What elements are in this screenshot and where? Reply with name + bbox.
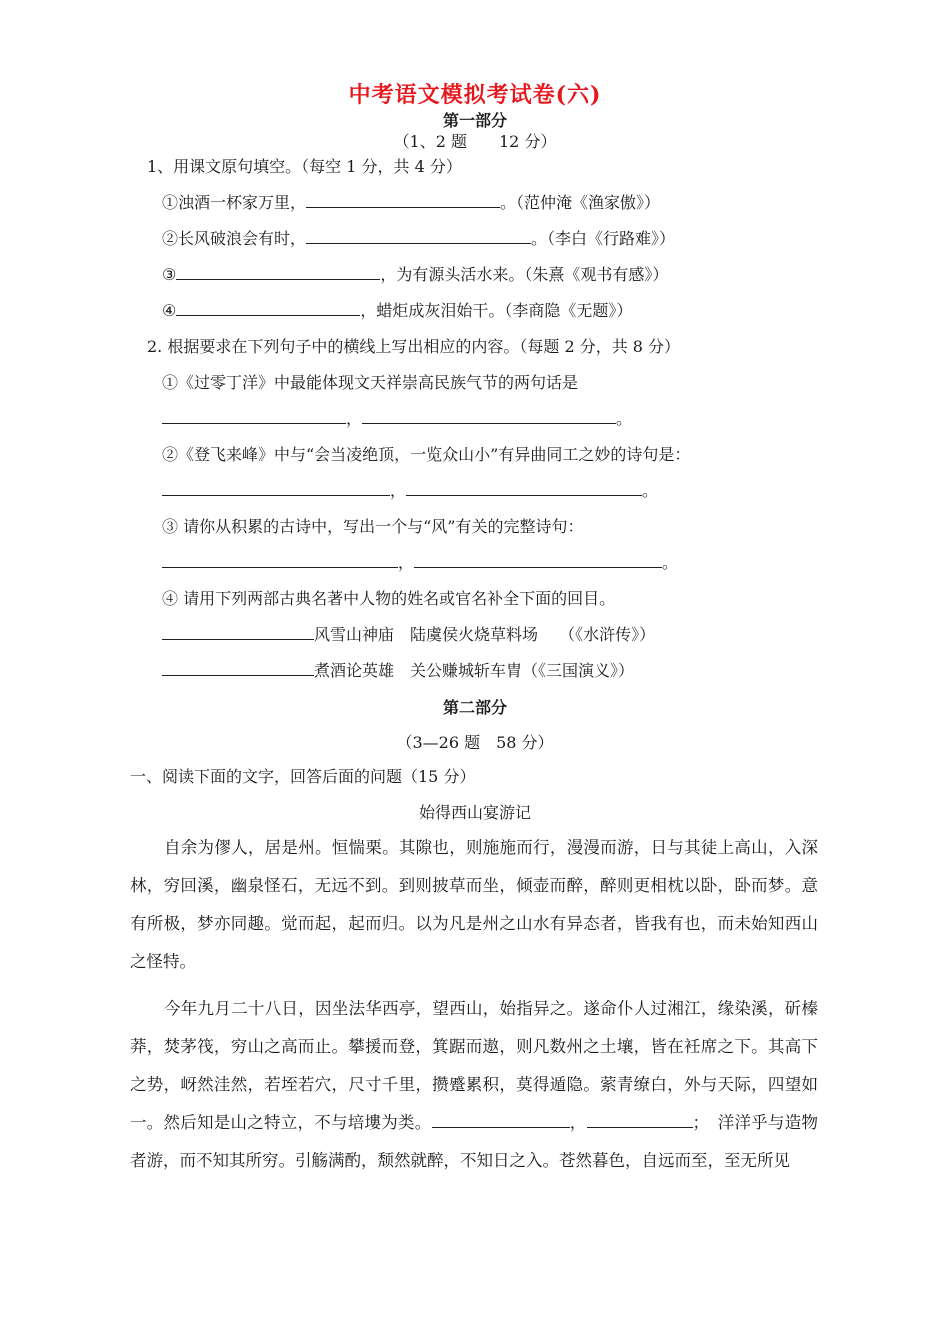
q1-item-4-text: ④ (162, 301, 177, 320)
q2-item-2-blank-b[interactable] (406, 480, 642, 496)
q1-item-3-text: ③ (162, 265, 177, 284)
essay-paragraph-2 (130, 990, 818, 1180)
q1-item-1 (162, 192, 660, 214)
q2-item-2-blank-a[interactable] (162, 480, 390, 496)
q1-item-1-text: ①浊酒一杯家万里， (162, 193, 307, 212)
q2-prompt: 2. 根据要求在下列句子中的横线上写出相应的内容。（每题 2 分，共 8 分） (147, 337, 681, 356)
essay-paragraph-2-comma: ， (569, 1113, 587, 1132)
q1-item-4-source: ，蜡炬成灰泪始干。（李商隐《无题》） (360, 301, 633, 320)
part2-heading: 第二部分 (442, 698, 507, 717)
q1-item-2-blank[interactable] (306, 228, 531, 244)
q1-item-4-blank[interactable] (176, 300, 360, 316)
q2-item-1: ①《过零丁洋》中最能体现文天祥崇高民族气节的两句话是 (162, 373, 579, 392)
essay-title: 始得西山宴游记 (418, 803, 531, 822)
essay-paragraph-1: 自余为僇人，居是州。恒惴栗。其隙也，则施施而行，漫漫而游，日与其徒上高山，入深林，穷回溪，幽泉怪石，无远不到。到则披草而坐，倾壶而醉，醉则更相枕以卧，卧而梦。意有所极，梦亦同趣。觉而起，起而归。以为凡是州之山水有异态者，皆我有也，而未始知西山之怪特。 (130, 838, 818, 971)
q2-hui-2-blank[interactable] (162, 660, 314, 676)
exam-title: 中考语文模拟考试卷(六) (348, 82, 602, 108)
q1-item-3 (162, 264, 668, 286)
q1-item-2-text: ②长风破浪会有时， (162, 229, 307, 248)
q2-hui-2-text: 煮酒论英雄 关公赚城斩车胄（《三国演义》） (314, 661, 635, 680)
comma: ， (398, 553, 415, 572)
q1-item-1-blank[interactable] (306, 192, 500, 208)
comma: ， (346, 409, 363, 428)
q2-item-1-answer (162, 408, 632, 430)
q2-item-2-answer (162, 480, 658, 502)
part2-subheading: （3—26 题 58 分） (396, 733, 554, 752)
part1-heading: 第一部分 (442, 111, 507, 130)
period: 。 (662, 553, 679, 572)
q2-item-3: ③ 请你从积累的古诗中，写出一个与“风”有关的完整诗句： (162, 517, 584, 536)
part1-subheading: （1、2 题 12 分） (393, 132, 557, 151)
q2-item-2: ②《登飞来峰》中与“会当凌绝顶，一览众山小”有异曲同工之妙的诗句是： (162, 445, 691, 464)
period: 。 (642, 481, 659, 500)
essay-blank-1[interactable] (432, 1112, 570, 1128)
q1-item-2-source: 。（李白《行路难》） (531, 229, 676, 248)
period: 。 (616, 409, 633, 428)
essay-paragraph-2-text-c: ； 洋洋乎与造物者游，而不知其所穷。引觞满酌，颓然就醉，不知日之入。苍然暮色，自远而至，至无所见 (130, 1113, 818, 1170)
q1-item-4 (162, 300, 632, 322)
q1-item-3-blank[interactable] (176, 264, 380, 280)
q2-hui-1-text: 风雪山神庙 陆虞侯火烧草料场 （《水浒传》） (314, 625, 656, 644)
essay-paragraph-2-text-a: 今年九月二十八日，因坐法华西亭，望西山，始指异之。遂命仆人过湘江，缘染溪，斫榛莽，焚茅筏，穷山之高而止。攀援而登，箕踞而遨，则凡数州之土壤，皆在衽席之下。其高下之势，岈然洼然，若垤若穴，尺寸千里，攒蹙累积，莫得遁隐。萦青缭白，外与天际，四望如一。然后知是山之特立，不与培塿为类。 (130, 999, 818, 1132)
q2-item-1-blank-a[interactable] (162, 408, 346, 424)
q1-item-3-source: ，为有源头活水来。（朱熹《观书有感》） (380, 265, 669, 284)
q1-item-1-source: 。（范仲淹《渔家傲》） (500, 193, 661, 212)
q2-hui-2 (162, 660, 634, 682)
q2-hui-1-blank[interactable] (162, 624, 314, 640)
q1-prompt: 1、用课文原句填空。（每空 1 分，共 4 分） (147, 157, 462, 176)
q2-item-3-blank-a[interactable] (162, 552, 398, 568)
section1-prompt: 一、阅读下面的文字，回答后面的问题（15 分） (130, 767, 476, 786)
q2-item-3-blank-b[interactable] (414, 552, 662, 568)
q2-item-3-answer (162, 552, 678, 574)
comma: ， (390, 481, 407, 500)
q2-item-4: ④ 请用下列两部古典名著中人物的姓名或官名补全下面的回目。 (162, 589, 616, 608)
q2-hui-1 (162, 624, 655, 646)
essay-blank-2[interactable] (587, 1112, 693, 1128)
q2-item-1-blank-b[interactable] (362, 408, 616, 424)
q1-item-2 (162, 228, 675, 250)
